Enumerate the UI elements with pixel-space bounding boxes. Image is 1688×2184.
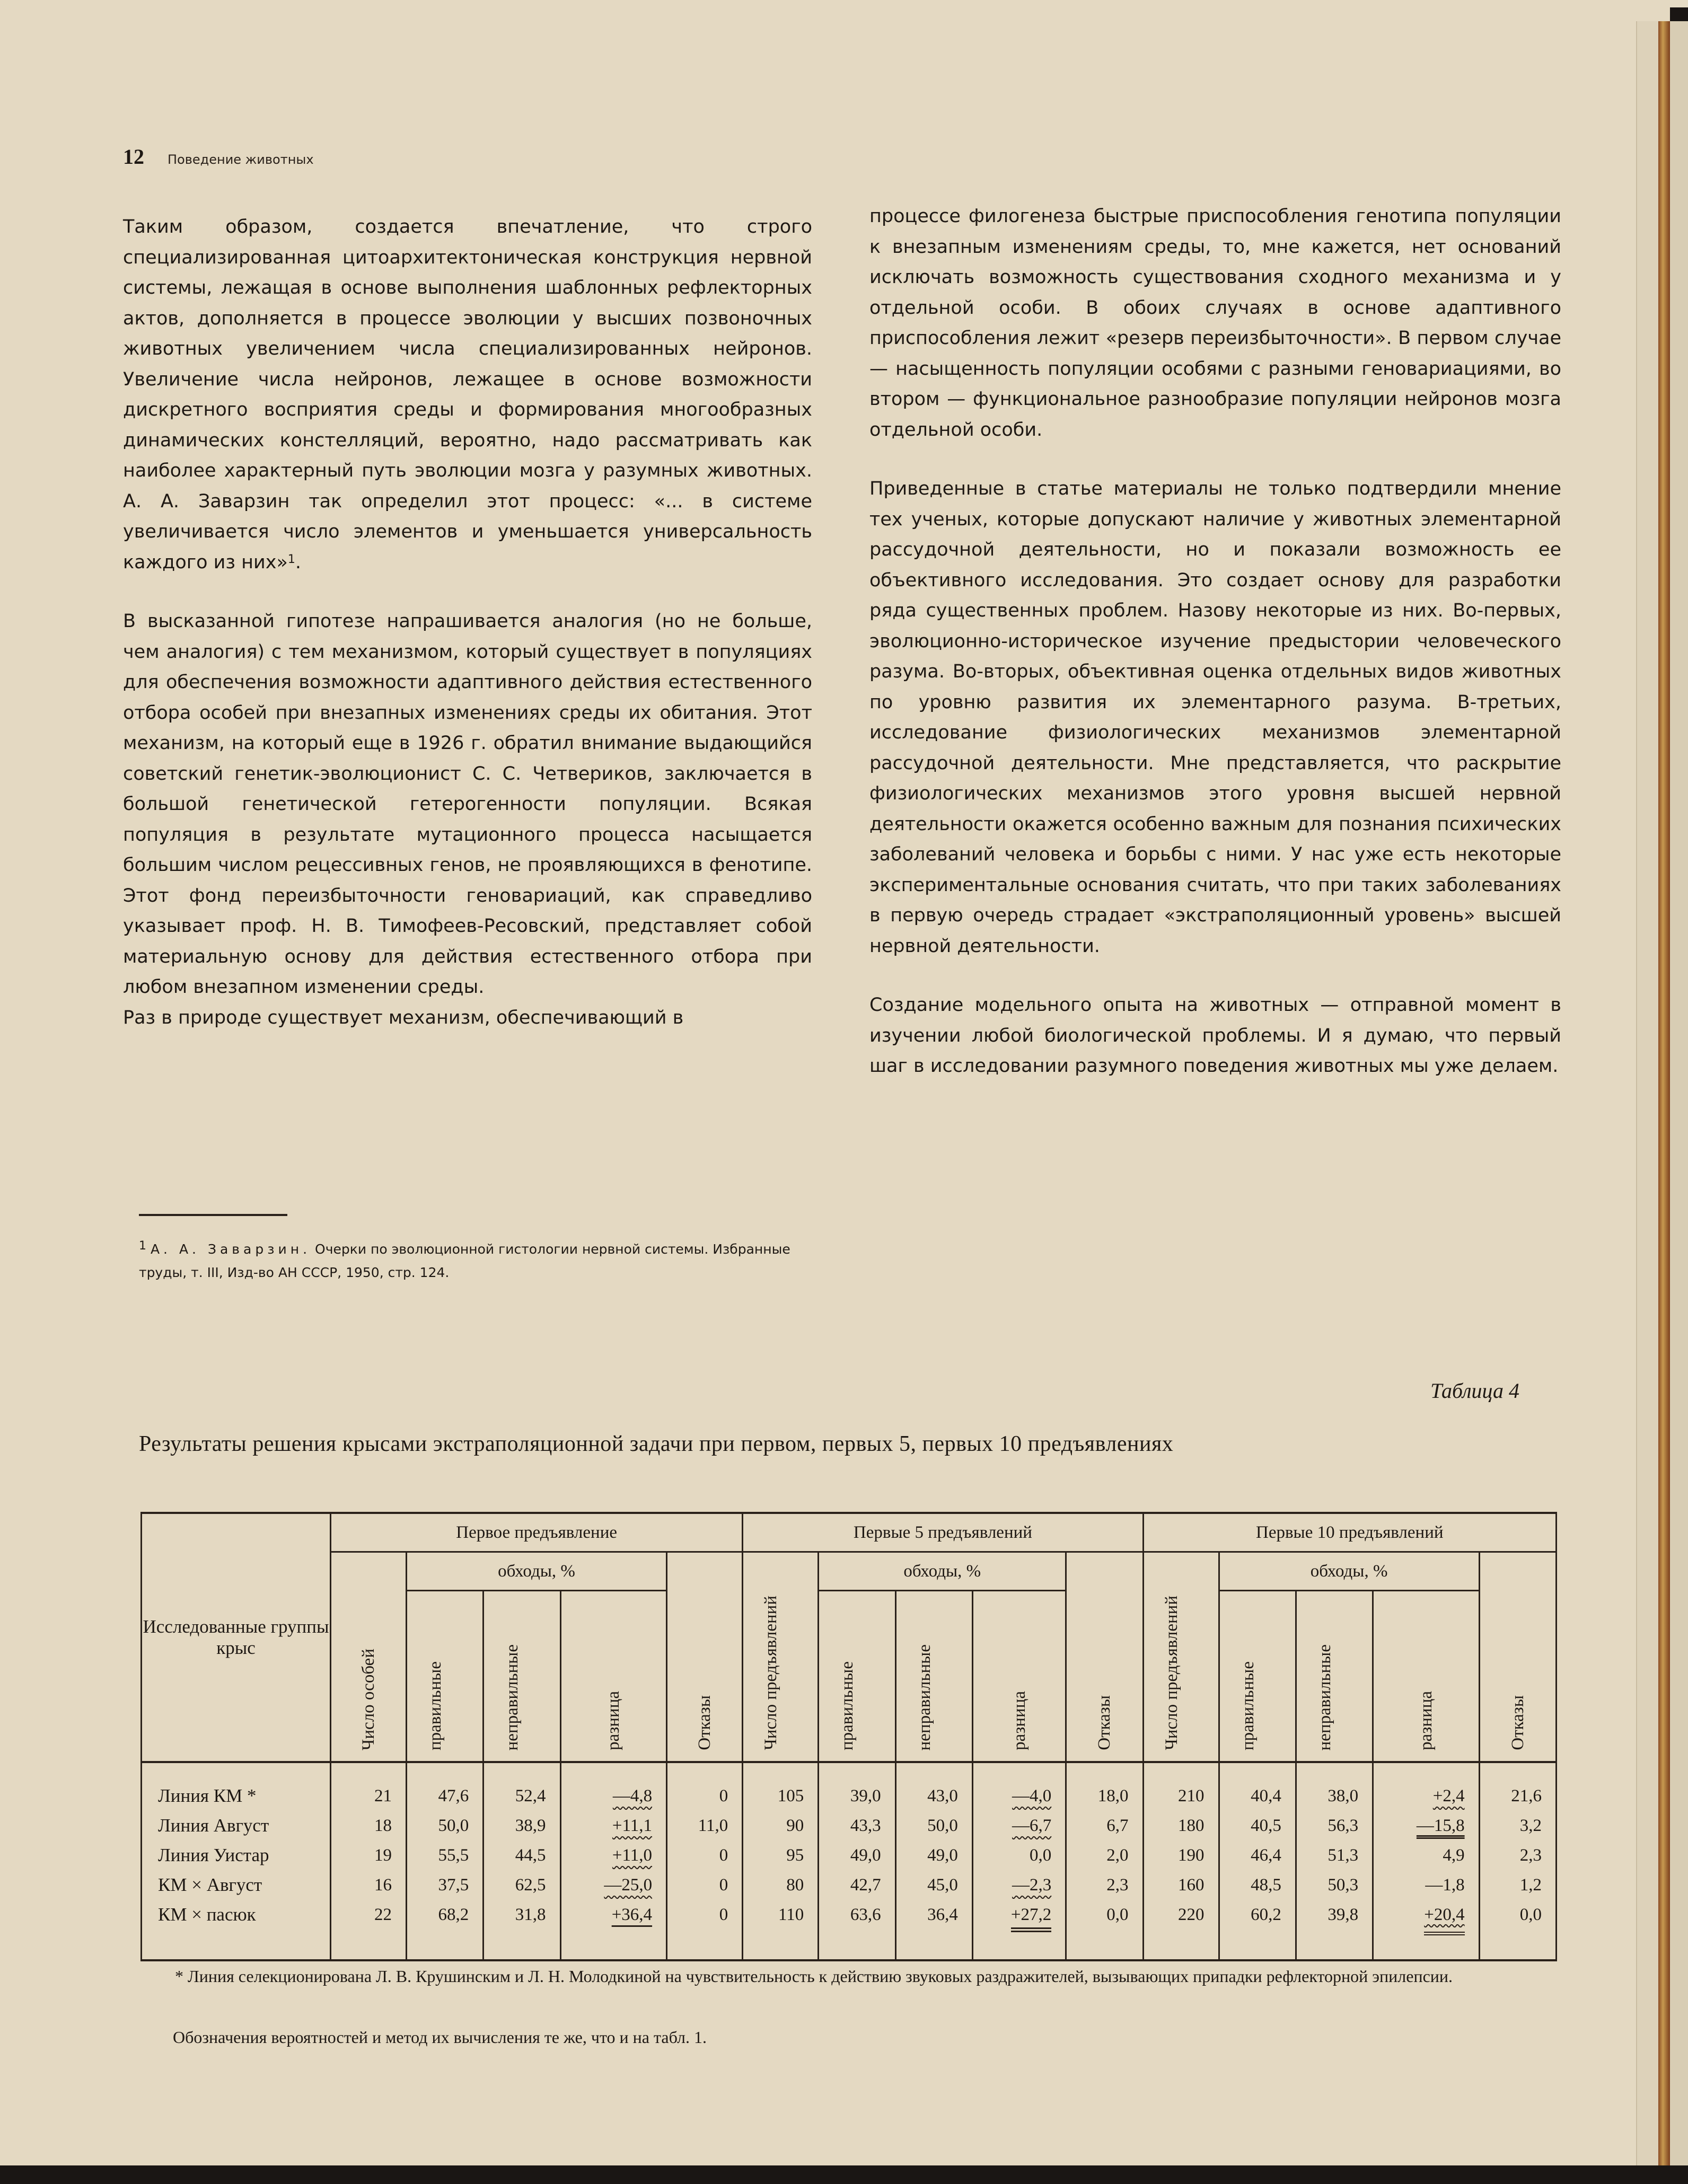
count-header: [331, 1552, 407, 1763]
count-header-text: Число предъявлений: [1162, 1596, 1181, 1750]
incorrect-cell: 39,8: [1296, 1900, 1373, 1960]
count-cell: 22: [331, 1900, 407, 1960]
footnote-ref[interactable]: 1: [287, 552, 295, 566]
table-row: [142, 1840, 1557, 1870]
count-cell: 16: [331, 1870, 407, 1900]
correct-cell: 49,0: [819, 1840, 895, 1870]
correct-cell: 42,7: [819, 1870, 895, 1900]
difference-value: +11,1: [612, 1816, 653, 1835]
difference-cell: [972, 1870, 1066, 1900]
count-cell: 220: [1143, 1900, 1219, 1960]
difference-value: +2,4: [1432, 1786, 1465, 1806]
refusals-cell: 2,0: [1066, 1840, 1143, 1870]
incorrect-header: [1296, 1591, 1373, 1763]
difference-cell: [1373, 1840, 1480, 1870]
difference-value: —15,8: [1416, 1816, 1465, 1835]
correct-cell: 50,0: [407, 1811, 483, 1840]
count-cell: 160: [1143, 1870, 1219, 1900]
difference-cell: [972, 1900, 1066, 1960]
count-header-text: Число особей: [359, 1648, 378, 1750]
count-cell: 110: [743, 1900, 819, 1960]
refusals-cell: 0,0: [1479, 1900, 1556, 1960]
group-header-1: Первое предъявление: [331, 1513, 743, 1552]
group-name: Линия КМ *: [142, 1762, 331, 1811]
correct-cell: 48,5: [1219, 1870, 1296, 1900]
refusals-header-text: Отказы: [1095, 1695, 1114, 1750]
refusals-cell: 18,0: [1066, 1762, 1143, 1811]
difference-cell: [560, 1811, 667, 1840]
correct-cell: 63,6: [819, 1900, 895, 1960]
correct-cell: 55,5: [407, 1840, 483, 1870]
refusals-header-text: Отказы: [695, 1695, 715, 1750]
paragraph: Приведенные в статье материалы не только подтвердили мнение тех ученых, которые допускают наличие у животных элементарной рассудочной деятельности, но и показали возможность ее объективного исследования. Это создает основу для разработки ряда существенных проблем. Назову некоторые из них. Во-первых, эволюционно-историческое изучение предыстории человеческого разума. Во-вторых, объективная оценка отдельных видов животных по уровню развития их элементарного разума. В-третьих, исследование физиологических механизмов элементарной рассудочной деятельности. Мне представляется, что раскрытие физиологических механизмов этого уровня высшей нервной деятельности окажется особенно важным для познания психических заболеваний человека и борьбы с ними. У нас уже есть некоторые экспериментальные основания считать, что при таких заболеваниях в первую очередь страдает «экстраполяционный уровень» высшей нервной деятельности.: [869, 478, 1561, 957]
probability-note: Обозначения вероятностей и метод их вычисления те же, что и на табл. 1.: [173, 2028, 707, 2047]
group-name: КМ × пасюк: [142, 1900, 331, 1960]
incorrect-header-text: неправильные: [915, 1644, 934, 1750]
correct-header: [1219, 1591, 1296, 1763]
correct-cell: 39,0: [819, 1762, 895, 1811]
incorrect-cell: 38,0: [1296, 1762, 1373, 1811]
difference-value: —4,0: [1012, 1786, 1052, 1806]
incorrect-header: [483, 1591, 560, 1763]
difference-value: —6,7: [1012, 1816, 1052, 1835]
punct: .: [295, 551, 302, 573]
difference-cell: [1373, 1900, 1480, 1960]
difference-value: +11,0: [612, 1845, 653, 1865]
next-page-edge: [1670, 21, 1688, 2165]
group-name: Линия Уистар: [142, 1840, 331, 1870]
correct-header: [407, 1591, 483, 1763]
refusals-cell: 2,3: [1066, 1870, 1143, 1900]
table-title: Результаты решения крысами экстраполяционной задачи при первом, первых 5, первых 10 предъявлениях: [139, 1432, 1174, 1456]
refusals-cell: 0: [667, 1762, 743, 1811]
incorrect-cell: 50,0: [895, 1811, 972, 1840]
table-row: [142, 1762, 1557, 1811]
correct-cell: 40,4: [1219, 1762, 1296, 1811]
difference-header: [560, 1591, 667, 1763]
footnote-divider: [139, 1214, 287, 1216]
refusals-cell: 0: [667, 1840, 743, 1870]
difference-value: 4,9: [1443, 1845, 1465, 1865]
count-header-text: Число предъявлений: [761, 1596, 781, 1750]
correct-cell: 46,4: [1219, 1840, 1296, 1870]
table-row: [142, 1900, 1557, 1960]
incorrect-cell: 62,5: [483, 1870, 560, 1900]
difference-cell: [1373, 1870, 1480, 1900]
difference-header-text: разница: [1416, 1691, 1436, 1750]
results-table: [140, 1512, 1557, 1961]
difference-cell: [560, 1840, 667, 1870]
count-cell: 80: [743, 1870, 819, 1900]
count-cell: 90: [743, 1811, 819, 1840]
difference-value: —1,8: [1425, 1875, 1465, 1895]
incorrect-cell: 52,4: [483, 1762, 560, 1811]
incorrect-cell: 43,0: [895, 1762, 972, 1811]
count-cell: 18: [331, 1811, 407, 1840]
correct-header: [819, 1591, 895, 1763]
difference-value: 0,0: [1030, 1845, 1052, 1865]
incorrect-cell: 31,8: [483, 1900, 560, 1960]
count-header: [743, 1552, 819, 1763]
count-cell: 180: [1143, 1811, 1219, 1840]
book-spine: [1658, 21, 1670, 2165]
footnote-marker: 1: [139, 1239, 146, 1253]
difference-cell: [560, 1762, 667, 1811]
paragraph: [123, 212, 812, 578]
incorrect-cell: 56,3: [1296, 1811, 1373, 1840]
footnote: [139, 1238, 817, 1284]
correct-header-text: правильные: [426, 1661, 445, 1750]
count-cell: 19: [331, 1840, 407, 1870]
detours-header: обходы, %: [819, 1552, 1066, 1591]
difference-value: +27,2: [1011, 1905, 1051, 1932]
count-cell: 95: [743, 1840, 819, 1870]
incorrect-cell: 45,0: [895, 1870, 972, 1900]
difference-cell: [1373, 1811, 1480, 1840]
incorrect-cell: 44,5: [483, 1840, 560, 1870]
difference-cell: [560, 1870, 667, 1900]
difference-header-text: разница: [1009, 1691, 1029, 1750]
correct-header-text: правильные: [1238, 1661, 1258, 1750]
count-cell: 105: [743, 1762, 819, 1811]
left-text-column: [123, 212, 812, 1033]
incorrect-cell: 38,9: [483, 1811, 560, 1840]
incorrect-cell: 49,0: [895, 1840, 972, 1870]
footnote-text: Очерки по эволюционной гистологии нервной системы. Избранные труды, т. III, Изд-во АН СССР, 1950, стр. 124.: [139, 1241, 790, 1280]
difference-value: —2,3: [1012, 1875, 1052, 1895]
paragraph: Раз в природе существует механизм, обеспечивающий в: [123, 1007, 684, 1028]
difference-cell: [972, 1762, 1066, 1811]
paragraph: Создание модельного опыта на животных — отправной момент в изучении любой биологической проблемы. И я думаю, что первый шаг в исследовании разумного поведения животных мы уже делаем.: [869, 994, 1561, 1077]
refusals-cell: 0: [667, 1900, 743, 1960]
refusals-header: [1479, 1552, 1556, 1763]
count-header: [1143, 1552, 1219, 1763]
detours-header: обходы, %: [407, 1552, 667, 1591]
correct-cell: 68,2: [407, 1900, 483, 1960]
page-header: [123, 144, 314, 169]
asterisk-note: * Линия селекционирована Л. В. Крушинским и Л. Н. Молодкиной на чувствительность к действию звуковых раздражителей, вызывающих припадки рефлекторной эпилепсии.: [175, 1967, 1453, 1986]
refusals-cell: 0,0: [1066, 1900, 1143, 1960]
incorrect-cell: 36,4: [895, 1900, 972, 1960]
incorrect-cell: 51,3: [1296, 1840, 1373, 1870]
incorrect-header-text: неправильные: [1315, 1644, 1334, 1750]
correct-cell: 47,6: [407, 1762, 483, 1811]
refusals-cell: 2,3: [1479, 1840, 1556, 1870]
incorrect-cell: 50,3: [1296, 1870, 1373, 1900]
difference-value: +36,4: [611, 1905, 653, 1924]
table-row: [142, 1870, 1557, 1900]
group-name: КМ × Август: [142, 1870, 331, 1900]
footnote-author: А. А. Заварзин.: [150, 1241, 311, 1257]
refusals-cell: 6,7: [1066, 1811, 1143, 1840]
refusals-cell: 3,2: [1479, 1811, 1556, 1840]
count-cell: 190: [1143, 1840, 1219, 1870]
refusals-cell: 11,0: [667, 1811, 743, 1840]
refusals-header: [1066, 1552, 1143, 1763]
correct-cell: 40,5: [1219, 1811, 1296, 1840]
difference-value: —25,0: [604, 1875, 653, 1895]
correct-header-text: правильные: [838, 1661, 857, 1750]
refusals-header-text: Отказы: [1508, 1695, 1527, 1750]
group-header-3: Первые 10 предъявлений: [1143, 1513, 1556, 1552]
table-body: [142, 1762, 1557, 1960]
correct-cell: 43,3: [819, 1811, 895, 1840]
correct-cell: 60,2: [1219, 1900, 1296, 1960]
page-number: 12: [123, 145, 144, 169]
difference-header: [1373, 1591, 1480, 1763]
count-cell: 210: [1143, 1762, 1219, 1811]
paragraph: В высказанной гипотезе напрашивается аналогия (но не больше, чем аналогия) с тем механизмом, который существует в популяциях для обеспечения возможности адаптивного действия естественного отбора особей при внезапных изменениях среды их обитания. Этот механизм, на который еще в 1926 г. обратил внимание выдающийся советский генетик-эволюционист С. С. Четвериков, заключается в большой генетической гетерогенности популяции. Всякая популяция в результате мутационного процесса насыщается большим числом рецессивных генов, не проявляющихся в фенотипе. Этот фонд переизбыточности геновариаций, как справедливо указывает проф. Н. В. Тимофеев-Ресовский, представляет собой материальную основу для действия естественного отбора при любом внезапном изменении среды.: [123, 611, 812, 998]
table-label: Таблица 4: [1430, 1379, 1519, 1403]
count-cell: 21: [331, 1762, 407, 1811]
running-title: Поведение животных: [168, 152, 314, 167]
difference-header-text: разница: [604, 1691, 623, 1750]
difference-cell: [972, 1811, 1066, 1840]
incorrect-header-text: неправильные: [503, 1644, 522, 1750]
refusals-header: [667, 1552, 743, 1763]
refusals-cell: 21,6: [1479, 1762, 1556, 1811]
difference-value: —4,8: [612, 1786, 653, 1806]
difference-cell: [1373, 1762, 1480, 1811]
right-text-column: [869, 201, 1561, 1082]
table-row: [142, 1811, 1557, 1840]
difference-header: [972, 1591, 1066, 1763]
paragraph-text: Таким образом, создается впечатление, что строго специализированная цитоархитектоническая конструкция нервной системы, лежащая в основе выполнения шаблонных рефлекторных актов, дополняется в процессе эволюции у высших позвоночных животных увеличением числа специализированных нейронов. Увеличение числа нейронов, лежащее в основе возможности дискретного восприятия среды и формирования многообразных динамических констелляций, вероятно, надо рассматривать как наиболее характерный путь эволюции мозга у разумных животных. А. А. Заварзин так определил этот процесс: «... в системе увеличивается число элементов и уменьшается универсальность каждого из них»: [123, 216, 812, 573]
refusals-cell: 1,2: [1479, 1870, 1556, 1900]
incorrect-header: [895, 1591, 972, 1763]
group-header-2: Первые 5 предъявлений: [743, 1513, 1143, 1552]
difference-value: +20,4: [1424, 1905, 1464, 1935]
difference-cell: [972, 1840, 1066, 1870]
paragraph: процессе филогенеза быстрые приспособления генотипа популяции к внезапным изменениям среды, то, мне кажется, нет оснований исключать возможность существования сходного механизма и у отдельной особи. В обоих случаях в основе адаптивного приспособления лежит «резерв переизбыточности». В первом случае — насыщенность популяции особями с разными геновариациями, во втором — функциональное разнообразие популяции нейронов мозга отдельной особи.: [869, 206, 1561, 441]
detours-header: обходы, %: [1219, 1552, 1479, 1591]
group-name: Линия Август: [142, 1811, 331, 1840]
row-header: Исследованные группы крыс: [142, 1513, 331, 1762]
difference-cell: [560, 1900, 667, 1960]
correct-cell: 37,5: [407, 1870, 483, 1900]
refusals-cell: 0: [667, 1870, 743, 1900]
